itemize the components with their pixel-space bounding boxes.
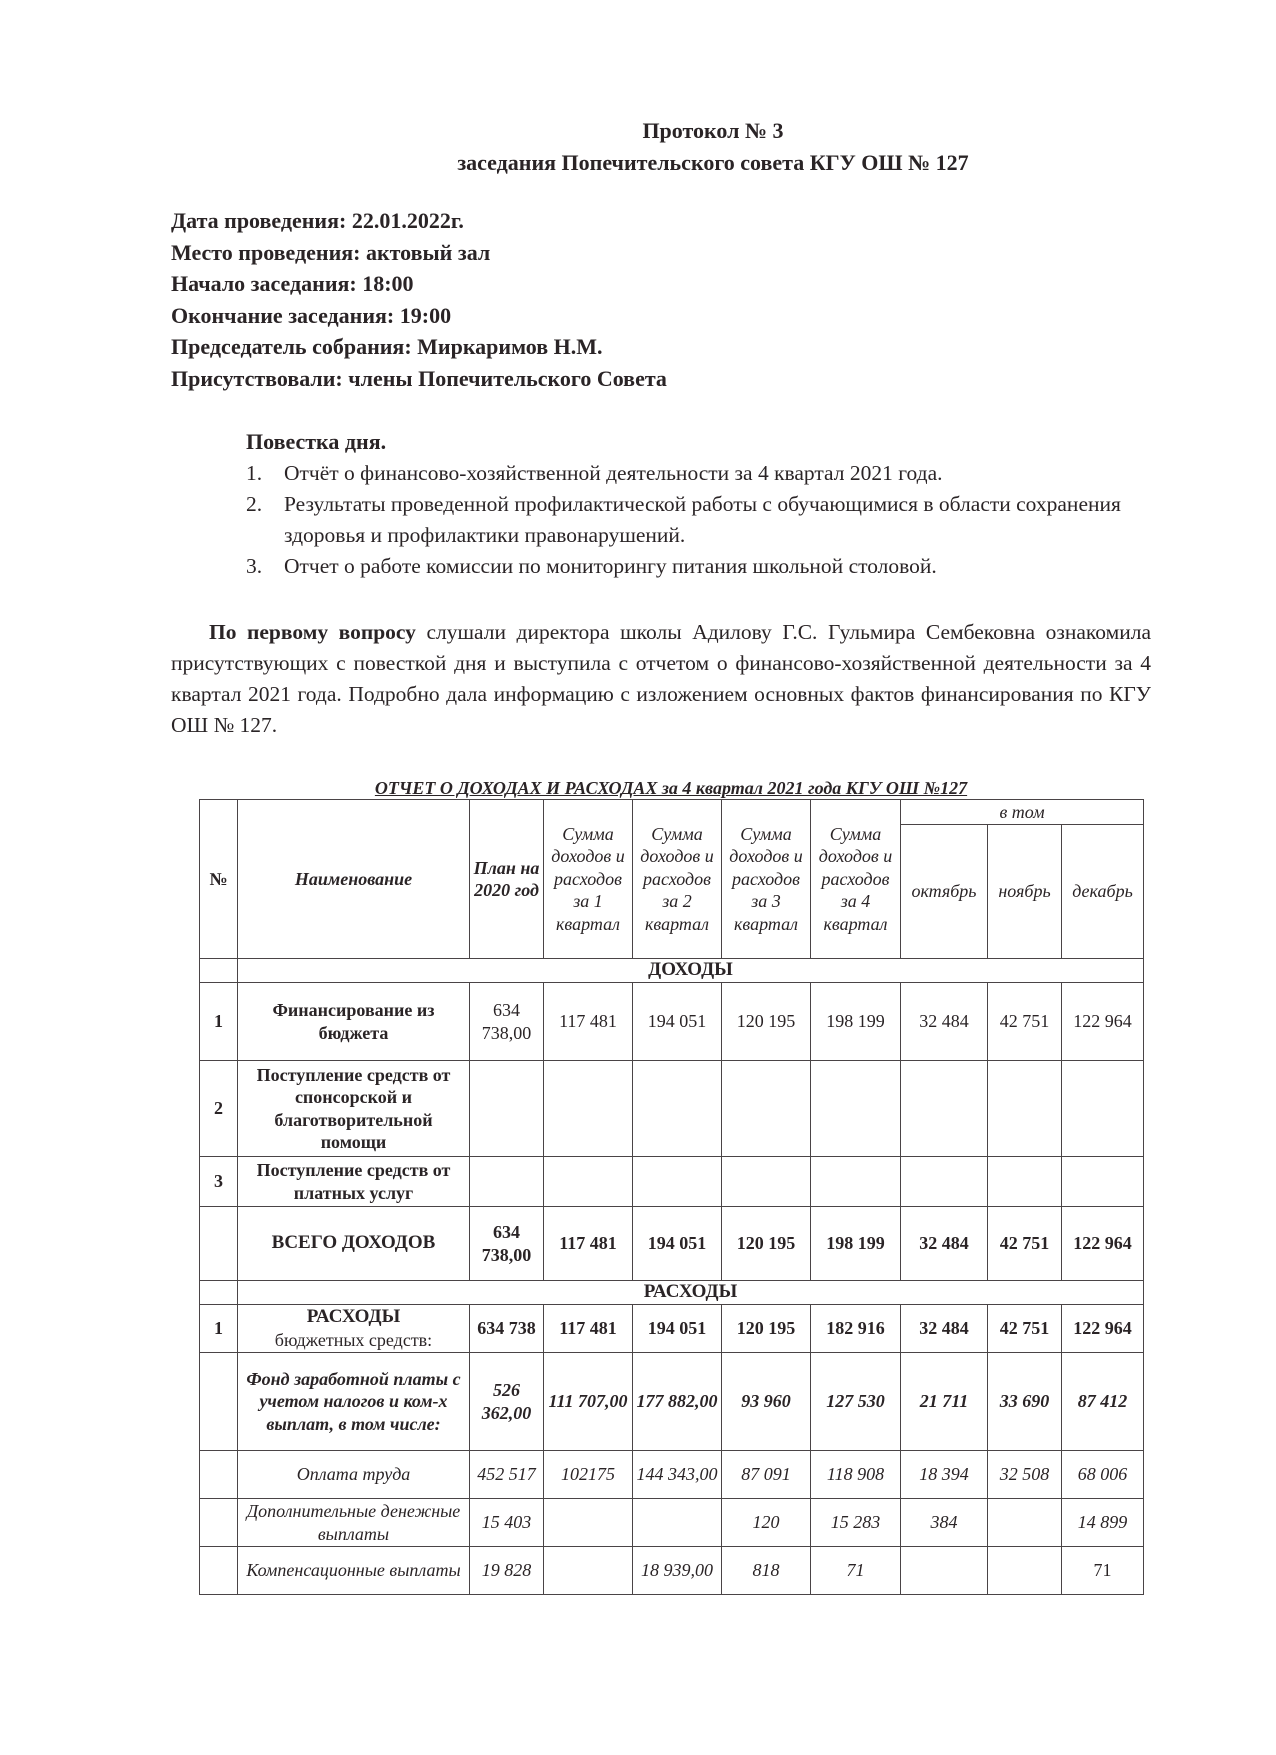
total-income-row [200,1207,1144,1281]
cell-num: 1 [200,983,238,1061]
cell-q3: 120 [722,1499,811,1547]
cell-q1 [544,1547,633,1595]
cell-november: 33 690 [988,1353,1062,1451]
table-row [200,1547,1144,1595]
table-title: ОТЧЕТ О ДОХОДАХ И РАСХОДАХ за 4 квартал 2021 года КГУ ОШ №127 [374,778,968,798]
meeting-attendees: Присутствовали: члены Попечительского Совета [171,365,667,391]
cell-q2: 144 343,00 [633,1451,722,1499]
agenda-item-number: 1. [246,461,263,485]
cell-october: 384 [901,1499,988,1547]
first-question-paragraph [171,617,1151,741]
cell-q1: 117 481 [544,983,633,1061]
cell-december: 87 412 [1062,1353,1144,1451]
cell-q4: 15 283 [811,1499,901,1547]
col-header-q2: Сумма доходов и расходов за 2 квартал [633,800,722,959]
cell-december: 68 006 [1062,1451,1144,1499]
cell-q3: 120 195 [722,983,811,1061]
cell-q2 [633,1061,722,1157]
cell-q1: 111 707,00 [544,1353,633,1451]
cell-plan: 526 362,00 [470,1353,544,1451]
cell-october [901,1547,988,1595]
col-header-q3: Сумма доходов и расходов за 3 квартал [722,800,811,959]
cell-q2: 18 939,00 [633,1547,722,1595]
cell-q2: 194 051 [633,1207,722,1281]
cell-num: 3 [200,1157,238,1207]
cell-plan [470,1061,544,1157]
cell-name: ВСЕГО ДОХОДОВ [238,1207,470,1281]
section-row-expenses [200,1281,1144,1305]
agenda-title: Повестка дня. [246,429,387,454]
col-header-num: № [200,800,238,959]
cell-q1 [544,1157,633,1207]
table-row [200,1353,1144,1451]
cell-name [238,1305,470,1353]
agenda-list [246,458,1156,582]
agenda-item-text: Отчёт о финансово-хозяйственной деятельности за 4 квартал 2021 года. [284,461,943,485]
cell-q3: 120 195 [722,1207,811,1281]
cell-december: 122 964 [1062,1207,1144,1281]
cell-november: 42 751 [988,1207,1062,1281]
cell-num: 1 [200,1305,238,1353]
cell-num [200,1353,238,1451]
cell-december [1062,1157,1144,1207]
cell-num [200,1547,238,1595]
cell-name-bold: РАСХОДЫ [306,1306,401,1327]
cell-november: 42 751 [988,983,1062,1061]
cell-november: 42 751 [988,1305,1062,1353]
cell-q2: 194 051 [633,983,722,1061]
cell-num [200,1499,238,1547]
cell-october [901,1157,988,1207]
cell-name: Поступление средств от спонсорской и благотворительной помощи [238,1061,470,1157]
cell-q4: 198 199 [811,1207,901,1281]
cell-name-sub: бюджетных средств: [274,1329,433,1350]
document-subtitle: заседания Попечительского совета КГУ ОШ № 127 [457,150,969,175]
cell-num [200,1451,238,1499]
cell-november [988,1547,1062,1595]
cell-plan: 452 517 [470,1451,544,1499]
col-header-october: октябрь [901,825,988,959]
cell-name: Поступление средств от платных услуг [238,1157,470,1207]
cell-plan [470,1157,544,1207]
cell-name: Компенсационные выплаты [238,1547,470,1595]
cell-december: 71 [1062,1547,1144,1595]
cell-november [988,1061,1062,1157]
meeting-details [171,205,667,395]
col-header-q4: Сумма доходов и расходов за 4 квартал [811,800,901,959]
meeting-date: Дата проведения: 22.01.2022г. [171,208,464,233]
cell-q4: 118 908 [811,1451,901,1499]
cell-december: 122 964 [1062,1305,1144,1353]
cell-name: Фонд заработной платы с учетом налогов и ком-х выплат, в том числе: [238,1353,470,1451]
meeting-start: Начало заседания: 18:00 [171,271,414,297]
cell-name: Дополнительные денежные выплаты [238,1499,470,1547]
cell-q3: 818 [722,1547,811,1595]
cell-october [901,1061,988,1157]
cell-q2 [633,1499,722,1547]
meeting-chair: Председатель собрания: Миркаримов Н.М. [171,334,603,360]
cell-q3 [722,1061,811,1157]
income-expense-table [199,799,1144,1595]
document-title: Протокол № 3 [642,118,784,143]
cell-october: 21 711 [901,1353,988,1451]
table-row [200,983,1144,1061]
cell-october: 32 484 [901,1207,988,1281]
agenda-item-number: 2. [246,492,263,516]
cell-q4 [811,1157,901,1207]
meeting-end: Окончание заседания: 19:00 [171,302,452,328]
cell-name: Оплата труда [238,1451,470,1499]
cell-num: 2 [200,1061,238,1157]
cell-num [200,1207,238,1281]
cell-q4 [811,1061,901,1157]
col-header-q1: Сумма доходов и расходов за 1 квартал [544,800,633,959]
table-row [200,1499,1144,1547]
col-header-december: декабрь [1062,825,1144,959]
cell-q4: 127 530 [811,1353,901,1451]
cell-december [1062,1061,1144,1157]
col-header-name: Наименование [238,800,470,959]
cell-q3: 93 960 [722,1353,811,1451]
col-header-plan: План на 2020 год [470,800,544,959]
cell-q2: 177 882,00 [633,1353,722,1451]
agenda-item-text: Отчет о работе комиссии по мониторингу питания школьной столовой. [284,554,937,578]
cell-q1 [544,1499,633,1547]
col-header-november: ноябрь [988,825,1062,959]
agenda-item-number: 3. [246,554,263,578]
table-row [200,1157,1144,1207]
cell-december: 122 964 [1062,983,1144,1061]
agenda-item [246,489,1156,551]
cell-q1: 117 481 [544,1207,633,1281]
agenda-item [246,458,1156,489]
cell-q2: 194 051 [633,1305,722,1353]
cell-november [988,1157,1062,1207]
cell-october: 18 394 [901,1451,988,1499]
cell-q3: 120 195 [722,1305,811,1353]
table-row [200,1451,1144,1499]
cell-q1: 102175 [544,1451,633,1499]
header-row [200,800,1144,825]
cell-q4: 71 [811,1547,901,1595]
cell-november: 32 508 [988,1451,1062,1499]
cell-october: 32 484 [901,983,988,1061]
cell-december: 14 899 [1062,1499,1144,1547]
cell-q1 [544,1061,633,1157]
cell-q3 [722,1157,811,1207]
agenda-item [246,551,1156,582]
cell-q1: 117 481 [544,1305,633,1353]
cell-plan: 634 738 [470,1305,544,1353]
cell-plan: 634 738,00 [470,1207,544,1281]
cell-october: 32 484 [901,1305,988,1353]
cell-q4: 198 199 [811,983,901,1061]
cell-q3: 87 091 [722,1451,811,1499]
col-header-group: в том [901,800,1144,825]
expenses-total-row [200,1305,1144,1353]
cell-plan: 15 403 [470,1499,544,1547]
section-title: РАСХОДЫ [238,1281,1144,1305]
section-row-income [200,959,1144,983]
cell-name: Финансирование из бюджета [238,983,470,1061]
agenda-item-text: Результаты проведенной профилактической работы с обучающимися в области сохранения здоровья и профилактики правонарушений. [284,492,1121,547]
paragraph-lead: По первому вопросу [209,620,416,644]
section-title: ДОХОДЫ [238,959,1144,983]
cell-plan: 634 738,00 [470,983,544,1061]
cell-q2 [633,1157,722,1207]
cell-plan: 19 828 [470,1547,544,1595]
meeting-place: Место проведения: актовый зал [171,239,491,265]
table-row [200,1061,1144,1157]
cell-november [988,1499,1062,1547]
paragraph-text: слушали директора школы Адилову Г.С. Гульмира Сембековна ознакомила присутствующих с повесткой дня и выступила с отчетом о финансово-хозяйственной деятельности за 4 квартал 2021 года. Подробно дала информацию с изложением основных фактов финансирования по КГУ ОШ № 127. [171,620,1151,737]
cell-q4: 182 916 [811,1305,901,1353]
